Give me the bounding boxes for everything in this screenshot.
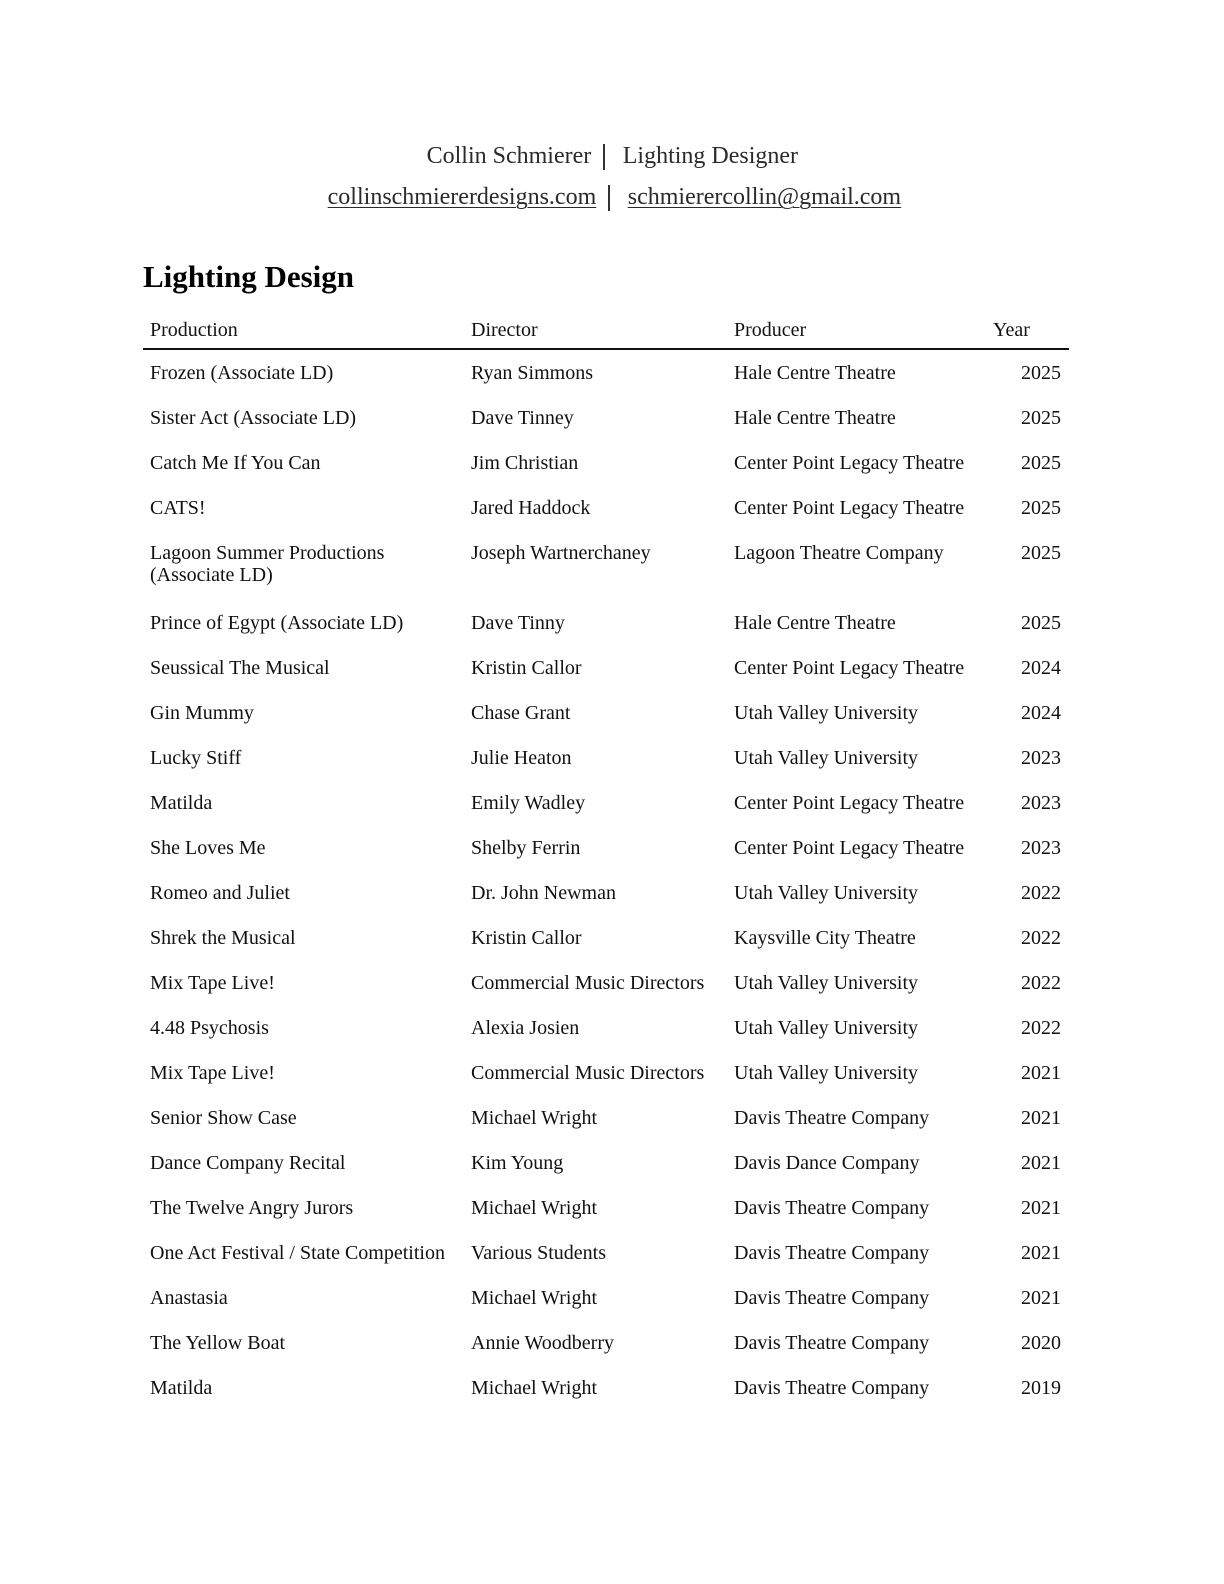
table-row xyxy=(143,1050,1069,1095)
table-row xyxy=(143,349,1069,395)
production-cell: Matilda xyxy=(150,791,213,814)
director-cell: Dave Tinny xyxy=(471,611,565,634)
producer-cell: Center Point Legacy Theatre xyxy=(734,451,965,474)
producer-cell: Hale Centre Theatre xyxy=(734,406,896,429)
producer-cell: Kaysville City Theatre xyxy=(734,926,916,949)
production-cell: The Yellow Boat xyxy=(150,1331,285,1354)
production-cell: Lagoon Summer Productions (Associate LD) xyxy=(150,542,385,586)
producer-cell: Center Point Legacy Theatre xyxy=(734,791,965,814)
table-row xyxy=(143,485,1069,530)
production-cell: One Act Festival / State Competition xyxy=(150,1241,445,1264)
email-wrapper xyxy=(610,184,908,211)
year-cell: 2023 xyxy=(1021,746,1061,769)
production-cell: Dance Company Recital xyxy=(150,1151,346,1174)
lighting-design-table xyxy=(143,312,1069,1410)
director-cell: Joseph Wartnerchaney xyxy=(471,542,651,564)
year-cell: 2025 xyxy=(1021,361,1061,384)
header-name-line xyxy=(0,143,1224,170)
table-row xyxy=(143,960,1069,1005)
table-row xyxy=(143,735,1069,780)
director-cell: Annie Woodberry xyxy=(471,1331,614,1354)
column-header-director: Director xyxy=(464,312,727,349)
producer-cell: Utah Valley University xyxy=(734,971,919,994)
column-header-producer: Producer xyxy=(727,312,986,349)
production-cell: Prince of Egypt (Associate LD) xyxy=(150,611,404,634)
director-cell: Ryan Simmons xyxy=(471,361,593,384)
year-cell: 2019 xyxy=(1021,1376,1061,1399)
producer-cell: Center Point Legacy Theatre xyxy=(734,656,965,679)
director-cell: Emily Wadley xyxy=(471,791,586,814)
producer-cell: Utah Valley University xyxy=(734,881,919,904)
director-cell: Dave Tinney xyxy=(471,406,574,429)
year-cell: 2022 xyxy=(1021,926,1061,949)
producer-cell: Hale Centre Theatre xyxy=(734,361,896,384)
production-cell: Anastasia xyxy=(150,1286,228,1309)
production-cell: Frozen (Associate LD) xyxy=(150,361,334,384)
table-row xyxy=(143,530,1069,600)
director-cell: Alexia Josien xyxy=(471,1016,580,1039)
director-cell: Michael Wright xyxy=(471,1106,598,1129)
production-cell: Catch Me If You Can xyxy=(150,451,321,474)
producer-cell: Davis Theatre Company xyxy=(734,1376,930,1399)
year-cell: 2025 xyxy=(1021,451,1061,474)
producer-cell: Utah Valley University xyxy=(734,746,919,769)
table-row xyxy=(143,780,1069,825)
table-row xyxy=(143,1140,1069,1185)
table-row xyxy=(143,1095,1069,1140)
table-row xyxy=(143,915,1069,960)
production-cell: Matilda xyxy=(150,1376,213,1399)
director-cell: Jared Haddock xyxy=(471,496,591,519)
year-cell: 2020 xyxy=(1021,1331,1061,1354)
director-cell: Kristin Callor xyxy=(471,656,582,679)
production-cell: The Twelve Angry Jurors xyxy=(150,1196,354,1219)
website-wrapper xyxy=(316,184,608,211)
production-cell: Gin Mummy xyxy=(150,701,254,724)
table-row xyxy=(143,395,1069,440)
designer-name: Collin Schmierer xyxy=(426,143,592,169)
director-cell: Julie Heaton xyxy=(471,746,572,769)
production-cell: Sister Act (Associate LD) xyxy=(150,406,357,429)
table-row xyxy=(143,1275,1069,1320)
production-cell: Mix Tape Live! xyxy=(150,971,275,994)
year-cell: 2025 xyxy=(1021,611,1061,634)
producer-cell: Utah Valley University xyxy=(734,1061,919,1084)
production-cell: Lucky Stiff xyxy=(150,746,242,769)
director-cell: Michael Wright xyxy=(471,1376,598,1399)
director-cell: Jim Christian xyxy=(471,451,579,474)
producer-cell: Davis Theatre Company xyxy=(734,1331,930,1354)
director-cell: Michael Wright xyxy=(471,1286,598,1309)
year-cell: 2023 xyxy=(1021,791,1061,814)
production-cell: Shrek the Musical xyxy=(150,926,296,949)
year-cell: 2022 xyxy=(1021,1016,1061,1039)
production-cell: Senior Show Case xyxy=(150,1106,297,1129)
year-cell: 2021 xyxy=(1021,1106,1061,1129)
producer-cell: Utah Valley University xyxy=(734,1016,919,1039)
table-row xyxy=(143,440,1069,485)
year-cell: 2021 xyxy=(1021,1151,1061,1174)
year-cell: 2021 xyxy=(1021,1061,1061,1084)
producer-cell: Davis Theatre Company xyxy=(734,1106,930,1129)
producer-cell: Center Point Legacy Theatre xyxy=(734,496,965,519)
director-cell: Kristin Callor xyxy=(471,926,582,949)
table-body xyxy=(143,349,1069,1410)
table-row xyxy=(143,1230,1069,1275)
column-header-production: Production xyxy=(143,312,464,349)
year-cell: 2021 xyxy=(1021,1286,1061,1309)
table-row xyxy=(143,645,1069,690)
header-contact-line xyxy=(0,184,1224,211)
producer-cell: Davis Theatre Company xyxy=(734,1196,930,1219)
production-cell: Seussical The Musical xyxy=(150,656,330,679)
table-row xyxy=(143,600,1069,645)
production-cell: Mix Tape Live! xyxy=(150,1061,275,1084)
year-cell: 2021 xyxy=(1021,1196,1061,1219)
year-cell: 2022 xyxy=(1021,881,1061,904)
year-cell: 2025 xyxy=(1021,496,1061,519)
producer-cell: Davis Theatre Company xyxy=(734,1241,930,1264)
table-row xyxy=(143,1320,1069,1365)
year-cell: 2024 xyxy=(1021,701,1061,724)
year-cell: 2022 xyxy=(1021,971,1061,994)
email-link[interactable]: schmierercollin@gmail.com xyxy=(627,184,902,210)
director-cell: Commercial Music Directors xyxy=(471,1061,705,1084)
director-cell: Chase Grant xyxy=(471,701,571,724)
column-header-year: Year xyxy=(986,312,1069,349)
section-title: Lighting Design xyxy=(143,259,355,294)
table-row xyxy=(143,690,1069,735)
table-row xyxy=(143,870,1069,915)
year-cell: 2025 xyxy=(1021,542,1061,564)
producer-cell: Hale Centre Theatre xyxy=(734,611,896,634)
director-cell: Various Students xyxy=(471,1241,606,1264)
director-cell: Dr. John Newman xyxy=(471,881,616,904)
producer-cell: Utah Valley University xyxy=(734,701,919,724)
director-cell: Kim Young xyxy=(471,1151,564,1174)
director-cell: Michael Wright xyxy=(471,1196,598,1219)
producer-cell: Davis Dance Company xyxy=(734,1151,920,1174)
production-cell: 4.48 Psychosis xyxy=(150,1016,269,1039)
production-cell: CATS! xyxy=(150,496,206,519)
year-cell: 2025 xyxy=(1021,406,1061,429)
website-link[interactable]: collinschmiererdesigns.com xyxy=(327,184,597,210)
year-cell: 2023 xyxy=(1021,836,1061,859)
table-row xyxy=(143,825,1069,870)
director-cell: Commercial Music Directors xyxy=(471,971,705,994)
production-cell: She Loves Me xyxy=(150,836,266,859)
producer-cell: Center Point Legacy Theatre xyxy=(734,836,965,859)
table-row xyxy=(143,1365,1069,1410)
year-cell: 2021 xyxy=(1021,1241,1061,1264)
director-cell: Shelby Ferrin xyxy=(471,836,581,859)
producer-cell: Davis Theatre Company xyxy=(734,1286,930,1309)
producer-cell: Lagoon Theatre Company xyxy=(734,542,944,564)
table-row xyxy=(143,1185,1069,1230)
year-cell: 2024 xyxy=(1021,656,1061,679)
designer-title: Lighting Designer xyxy=(622,143,799,169)
production-cell: Romeo and Juliet xyxy=(150,881,290,904)
table-row xyxy=(143,1005,1069,1050)
table-header-row xyxy=(143,312,1069,349)
